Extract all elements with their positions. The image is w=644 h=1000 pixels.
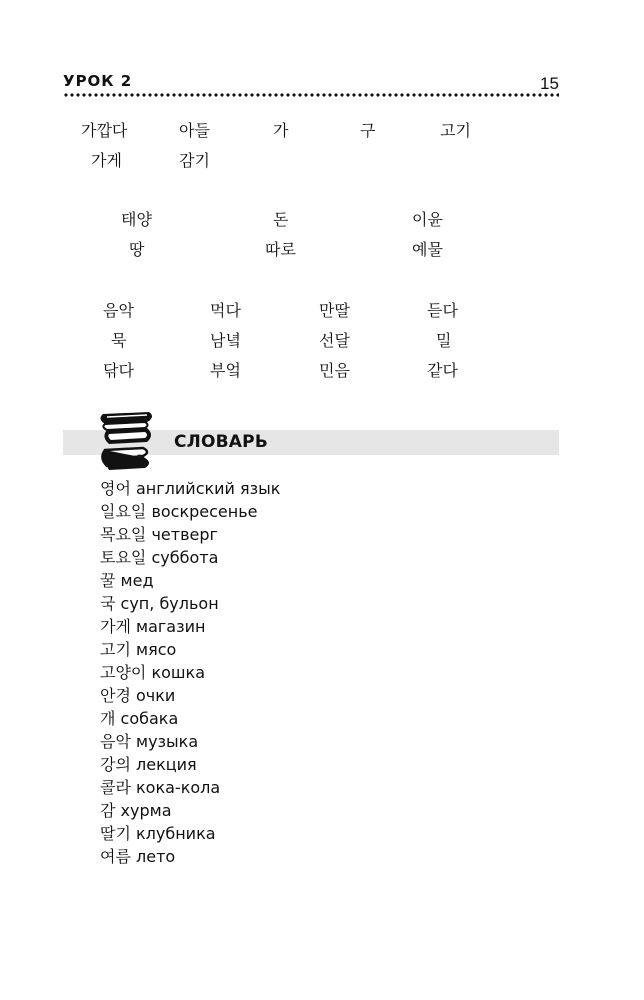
dotted-rule (63, 93, 559, 97)
vocab-entry: 음악 музыка (100, 732, 199, 751)
word-g2-r2-c3: 예물 (412, 240, 443, 259)
vocab-entry: 콜라 кока-кола (100, 778, 221, 797)
word-g3-r1-c4: 듣다 (427, 301, 458, 320)
word-g3-r2-c1: 묵 (111, 331, 127, 350)
word-g1-r1-c3: 가 (273, 121, 289, 140)
section-title: СЛОВАРЬ (174, 432, 268, 452)
vocab-entry: 꿀 мед (100, 571, 154, 590)
word-g2-r1-c1: 태양 (121, 210, 152, 229)
word-g3-r1-c3: 만딸 (319, 301, 350, 320)
word-g3-r3-c2: 부엌 (210, 361, 241, 380)
page-number: 15 (540, 74, 559, 93)
word-g1-r2-c1: 가게 (91, 151, 122, 170)
word-g1-r1-c4: 구 (360, 121, 376, 140)
word-g3-r3-c1: 닦다 (103, 361, 134, 380)
vocab-entry: 토요일 суббота (100, 548, 219, 567)
word-g1-r2-c2: 감기 (179, 151, 210, 170)
vocab-entry: 고기 мясо (100, 640, 177, 659)
word-g1-r1-c1: 가깝다 (81, 121, 128, 140)
vocabulary-list (100, 477, 280, 868)
word-g2-r2-c1: 땅 (129, 240, 145, 259)
vocab-entry: 안경 очки (100, 686, 176, 705)
word-g3-r3-c4: 같다 (427, 361, 458, 380)
vocab-entry: 일요일 воскресенье (100, 502, 258, 521)
vocab-entry: 감 хурма (100, 801, 172, 820)
word-g3-r2-c2: 남녘 (210, 331, 241, 350)
word-g3-r3-c3: 민음 (319, 361, 350, 380)
lesson-header: УРОК 2 (63, 72, 133, 90)
books-icon (97, 408, 161, 472)
word-g2-r1-c3: 이윤 (412, 210, 443, 229)
word-g3-r2-c4: 밀 (436, 331, 452, 350)
vocab-entry: 영어 английский язык (100, 479, 281, 498)
word-g1-r1-c5: 고기 (440, 121, 471, 140)
vocab-entry: 목요일 четверг (100, 525, 218, 544)
vocab-entry: 강의 лекция (100, 755, 197, 774)
word-g3-r1-c1: 음악 (103, 301, 134, 320)
word-g3-r1-c2: 먹다 (210, 301, 241, 320)
vocab-entry: 가게 магазин (100, 617, 206, 636)
word-g2-r2-c2: 따로 (265, 240, 296, 259)
vocab-entry: 고양이 кошка (100, 663, 206, 682)
word-g1-r1-c2: 아들 (179, 121, 210, 140)
vocab-entry: 개 собака (100, 709, 179, 728)
vocab-entry: 여름 лето (100, 847, 176, 866)
vocab-entry: 국 суп, бульон (100, 594, 219, 613)
word-g2-r1-c2: 돈 (273, 210, 289, 229)
word-g3-r2-c3: 선달 (319, 331, 350, 350)
vocab-entry: 딸기 клубника (100, 824, 216, 843)
